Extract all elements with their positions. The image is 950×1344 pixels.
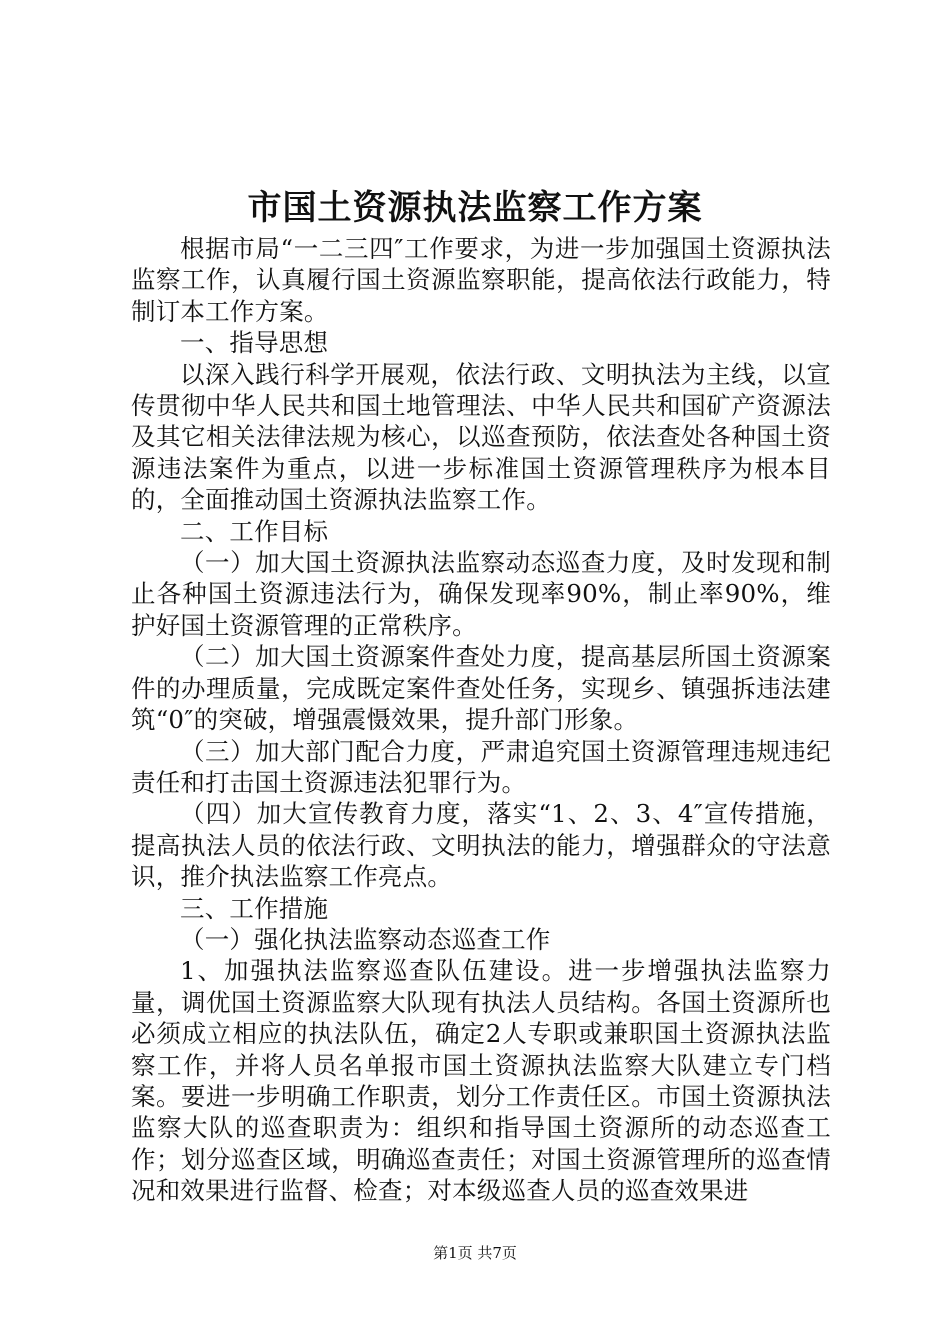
- paragraph-intro: 根据市局“一二三四″工作要求，为进一步加强国土资源执法监察工作，认真履行国土资源监察职能，提高依法行政能力，特制订本工作方案。: [131, 234, 831, 326]
- document-title: 市国土资源执法监察工作方案: [247, 188, 703, 228]
- paragraph-goal-3: （三）加大部门配合力度，严肃追究国土资源管理违规违纪责任和打击国土资源违法犯罪行为。: [131, 736, 831, 797]
- page-footer: 第1页 共7页: [433, 1244, 517, 1262]
- paragraph-measure-1: 1、加强执法监察巡查队伍建设。进一步增强执法监察力量，调优国土资源监察大队现有执法人员结构。各国土资源所也必须成立相应的执法队伍，确定2人专职或兼职国土资源执法监察工作，并将人员名单报市国土资源执法监察大队建立专门档案。要进一步明确工作职责，划分工作责任区。市国土资源执法监察大队的巡查职责为：组织和指导国土资源所的动态巡查工作；划分巡查区域，明确巡查责任；对国土资源管理所的巡查情况和效果进行监督、检查；对本级巡查人员的巡查效果进: [131, 956, 831, 1206]
- document-body: [131, 233, 831, 1207]
- paragraph-guiding-ideology: 以深入践行科学开展观，依法行政、文明执法为主线，以宣传贯彻中华人民共和国土地管理法、中华人民共和国矿产资源法及其它相关法律法规为核心，以巡查预防，依法查处各种国土资源违法案件为重点，以进一步标准国土资源管理秩序为根本目的，全面推动国土资源执法监察工作。: [131, 359, 831, 515]
- section-heading-work-measures: 三、工作措施: [180, 893, 329, 923]
- paragraph-goal-1: （一）加大国土资源执法监察动态巡查力度，及时发现和制止各种国土资源违法行为，确保发现率90%，制止率90%，维护好国土资源管理的正常秩序。: [131, 548, 831, 640]
- section-heading-guiding-ideology: 一、指导思想: [180, 328, 329, 358]
- subsection-heading-patrol: （一）强化执法监察动态巡查工作: [180, 924, 551, 954]
- section-heading-work-goals: 二、工作目标: [180, 516, 329, 546]
- paragraph-goal-4: （四）加大宣传教育力度，落实“1、2、3、4″宣传措施，提高执法人员的依法行政、文明执法的能力，增强群众的守法意识，推介执法监察工作亮点。: [131, 799, 831, 892]
- paragraph-goal-2: （二）加大国土资源案件查处力度，提高基层所国土资源案件的办理质量，完成既定案件查处任务，实现乡、镇强拆违法建筑“0″的突破，增强震慑效果，提升部门形象。: [131, 642, 831, 735]
